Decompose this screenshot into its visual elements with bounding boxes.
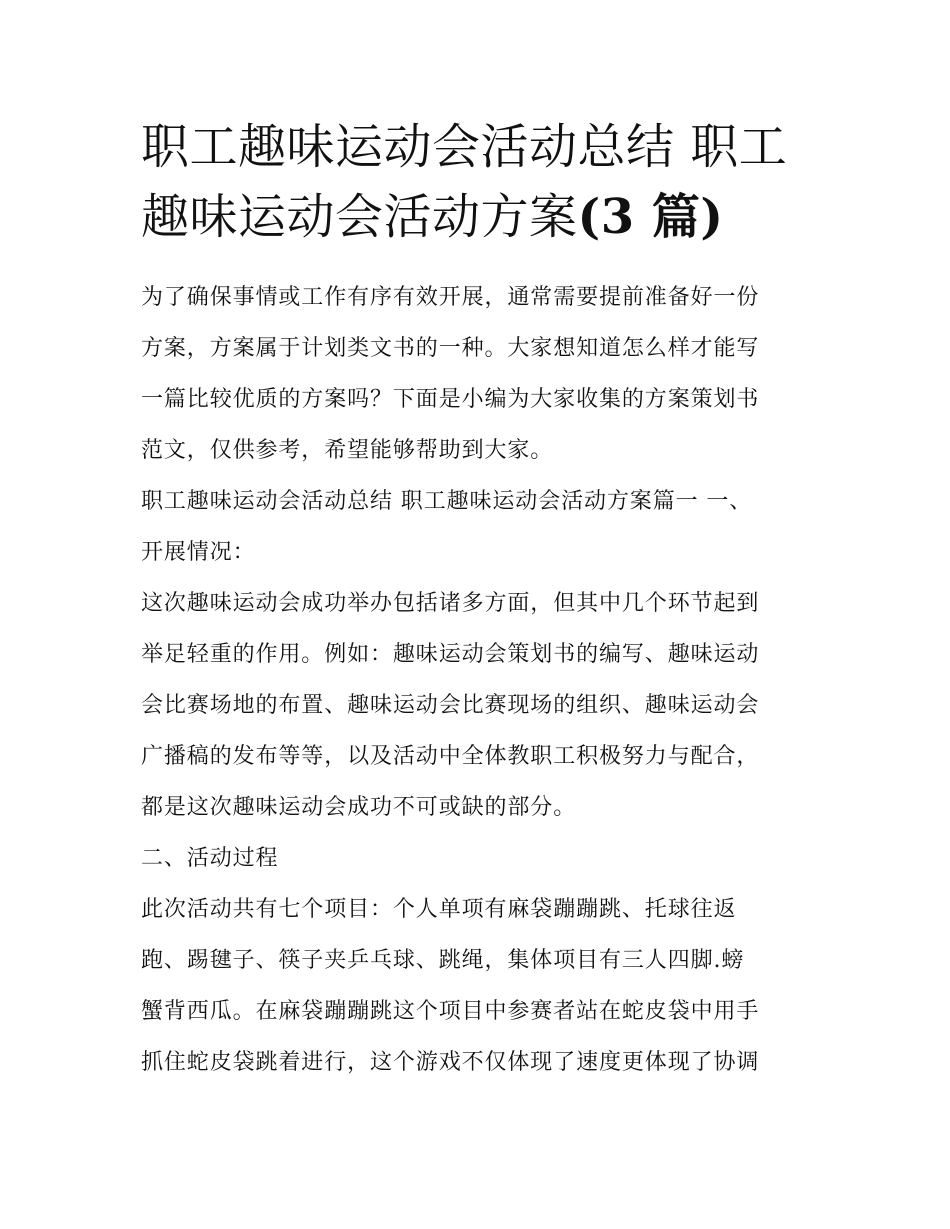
text-line: 开展情况： [141, 540, 256, 565]
paragraph-situation [141, 578, 813, 833]
text-line: 广播稿的发布等等，以及活动中全体教职工积极努力与配合， [141, 744, 760, 769]
paragraph-process [141, 884, 813, 1088]
text-line: 二、活动过程 [141, 846, 279, 871]
text-line: 方案，方案属于计划类文书的一种。大家想知道怎么样才能写 [141, 336, 760, 361]
text-line: 抓住蛇皮袋跳着进行，这个游戏不仅体现了速度更体现了协调 [141, 1050, 760, 1075]
section-heading-one [141, 476, 813, 578]
paragraph-intro [141, 272, 813, 476]
document-body [141, 272, 813, 1088]
text-line: 举足轻重的作用。例如：趣味运动会策划书的编写、趣味运动 [141, 642, 760, 667]
text-line: 为了确保事情或工作有序有效开展，通常需要提前准备好一份 [141, 285, 760, 310]
text-line: 一篇比较优质的方案吗？下面是小编为大家收集的方案策划书 [141, 387, 760, 412]
title-line-1: 职工趣味运动会活动总结 职工 [141, 119, 788, 175]
text-line: 范文，仅供参考，希望能够帮助到大家。 [141, 438, 554, 463]
title-line-2 [141, 182, 813, 252]
document-title [141, 112, 813, 252]
section-heading-two [141, 833, 813, 884]
text-line: 都是这次趣味运动会成功不可或缺的部分。 [141, 795, 577, 820]
text-line: 蟹背西瓜。在麻袋蹦蹦跳这个项目中参赛者站在蛇皮袋中用手 [141, 999, 760, 1024]
text-line: 跑、踢毽子、筷子夹乒乓球、跳绳，集体项目有三人四脚.螃 [141, 948, 745, 973]
title-line-2-text: 趣味运动会活动方案 [141, 189, 578, 245]
text-line: 此次活动共有七个项目：个人单项有麻袋蹦蹦跳、托球往返 [141, 897, 737, 922]
text-line: 会比赛场地的布置、趣味运动会比赛现场的组织、趣味运动会 [141, 693, 760, 718]
title-count: (3 篇) [577, 189, 724, 245]
text-line: 职工趣味运动会活动总结 职工趣味运动会活动方案篇一 一、 [141, 489, 753, 514]
text-line: 这次趣味运动会成功举办包括诸多方面，但其中几个环节起到 [141, 591, 760, 616]
document-page [141, 112, 813, 1088]
